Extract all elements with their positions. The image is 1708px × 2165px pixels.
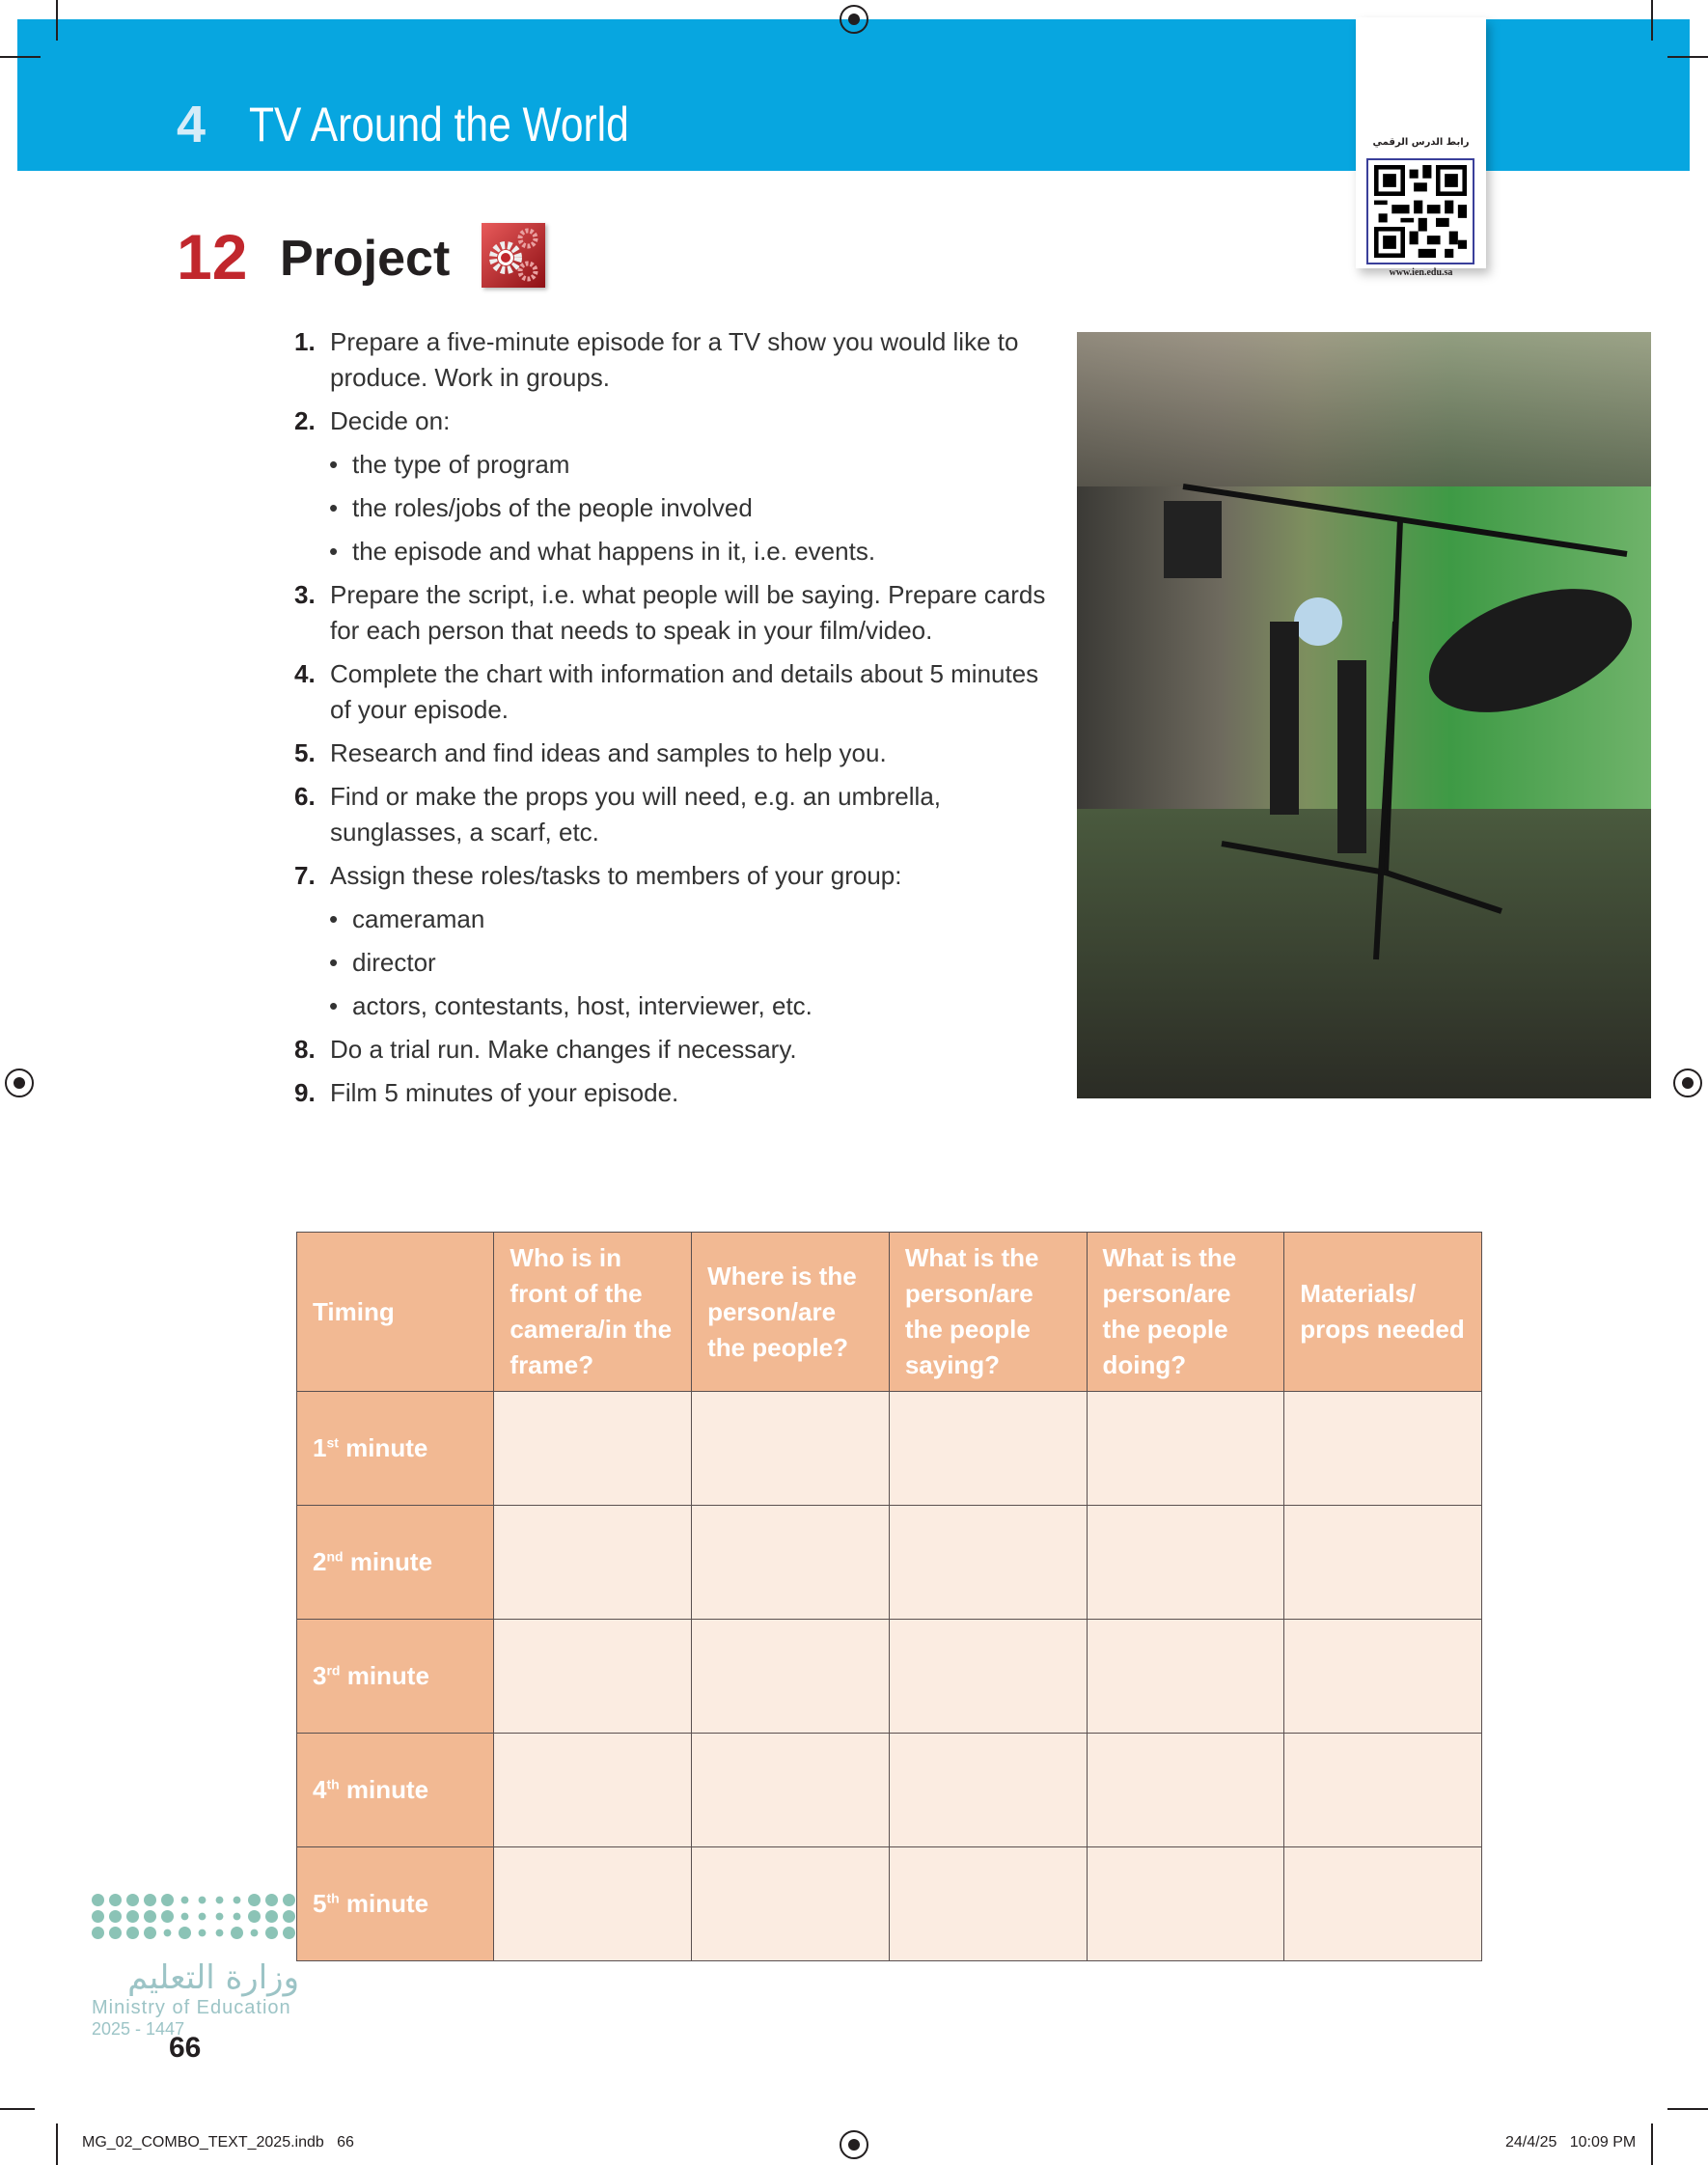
- registration-mark-icon: [1673, 1069, 1702, 1097]
- logo-dot: [234, 1897, 241, 1904]
- item-text: Do a trial run. Make changes if necessary.: [330, 1035, 797, 1064]
- item-number: 8.: [294, 1035, 316, 1064]
- timing-cell: 4th minute: [297, 1734, 494, 1847]
- item-text: Decide on:: [330, 406, 451, 435]
- logo-dot: [126, 1927, 139, 1939]
- blank-cell[interactable]: [692, 1620, 890, 1734]
- logo-dot: [251, 1929, 259, 1937]
- blank-cell[interactable]: [1087, 1620, 1284, 1734]
- table-row: [297, 1847, 1482, 1961]
- timing-cell: 1st minute: [297, 1392, 494, 1506]
- logo-dot: [216, 1929, 224, 1937]
- item-text: Complete the chart with information and details about 5 minutes of your episode.: [330, 659, 1039, 724]
- registration-mark-icon: [5, 1069, 34, 1097]
- table-row: [297, 1734, 1482, 1847]
- blank-cell[interactable]: [889, 1734, 1087, 1847]
- instructions-list: [294, 324, 1057, 1119]
- blank-cell[interactable]: [692, 1734, 890, 1847]
- column-header: Materials/ props needed: [1284, 1233, 1482, 1392]
- instruction-item: [294, 403, 1057, 439]
- blank-cell[interactable]: [1284, 1392, 1482, 1506]
- logo-dot: [92, 1894, 104, 1906]
- ministry-year: 2025 - 1447: [92, 2019, 185, 2039]
- blank-cell[interactable]: [494, 1734, 692, 1847]
- crop-mark: [1651, 2123, 1653, 2165]
- logo-dot: [164, 1929, 172, 1937]
- item-number: 9.: [294, 1078, 316, 1107]
- qr-label: رابط الدرس الرقمي: [1372, 137, 1470, 148]
- item-text: Prepare a five-minute episode for a TV show you would like to produce. Work in groups.: [330, 327, 1019, 392]
- sub-item: • director: [294, 945, 1057, 981]
- crop-mark: [0, 56, 41, 58]
- column-header: Who is in front of the camera/in the frame?: [494, 1233, 692, 1392]
- timing-cell: 3rd minute: [297, 1620, 494, 1734]
- item-text: Research and find ideas and samples to help you.: [330, 738, 887, 767]
- blank-cell[interactable]: [692, 1506, 890, 1620]
- blank-cell[interactable]: [889, 1506, 1087, 1620]
- logo-dot: [265, 1927, 278, 1939]
- sub-item: • actors, contestants, host, interviewer, etc.: [294, 988, 1057, 1024]
- ministry-name-ar: وزارة التعليم: [127, 1958, 299, 1997]
- lesson-title: Project: [280, 231, 451, 287]
- blank-cell[interactable]: [494, 1847, 692, 1961]
- blank-cell[interactable]: [494, 1392, 692, 1506]
- logo-dot: [109, 1910, 122, 1923]
- crop-mark: [56, 2123, 58, 2165]
- blank-cell[interactable]: [889, 1847, 1087, 1961]
- logo-dot: [181, 1897, 189, 1904]
- column-header: What is the person/are the people saying?: [889, 1233, 1087, 1392]
- episode-chart: [296, 1232, 1482, 1961]
- blank-cell[interactable]: [494, 1506, 692, 1620]
- timing-cell: 5th minute: [297, 1847, 494, 1961]
- column-header: Timing: [297, 1233, 494, 1392]
- blank-cell[interactable]: [1087, 1506, 1284, 1620]
- instruction-item: [294, 858, 1057, 894]
- logo-dot: [126, 1894, 139, 1906]
- logo-dot: [92, 1927, 104, 1939]
- table-row: [297, 1506, 1482, 1620]
- logo-dot: [283, 1910, 295, 1923]
- page-number: 66: [169, 2032, 202, 2064]
- crop-mark: [1667, 56, 1708, 58]
- item-number: 2.: [294, 406, 316, 435]
- item-number: 5.: [294, 738, 316, 767]
- ministry-name-en: Ministry of Education: [92, 1997, 291, 2018]
- table-row: [297, 1392, 1482, 1506]
- column-header: What is the person/are the people doing?: [1087, 1233, 1284, 1392]
- table-row: [297, 1620, 1482, 1734]
- gears-icon: [482, 223, 545, 288]
- logo-dot: [248, 1894, 261, 1906]
- instruction-item: [294, 736, 1057, 771]
- instruction-item: [294, 1075, 1057, 1111]
- blank-cell[interactable]: [494, 1620, 692, 1734]
- crop-mark: [1667, 2108, 1708, 2110]
- instruction-item: [294, 779, 1057, 850]
- logo-dot: [109, 1894, 122, 1906]
- item-number: 4.: [294, 659, 316, 688]
- registration-mark-icon: [840, 5, 868, 34]
- blank-cell[interactable]: [1284, 1734, 1482, 1847]
- logo-dot: [109, 1927, 122, 1939]
- blank-cell[interactable]: [1087, 1847, 1284, 1961]
- crop-mark: [0, 2108, 35, 2110]
- blank-cell[interactable]: [889, 1392, 1087, 1506]
- slug-file: MG_02_COMBO_TEXT_2025.indb 66: [82, 2134, 354, 2151]
- qr-url: www.ien.edu.sa: [1389, 267, 1453, 278]
- logo-dot: [265, 1894, 278, 1906]
- logo-dot: [144, 1927, 156, 1939]
- logo-dot: [92, 1910, 104, 1923]
- sub-item: • cameraman: [294, 902, 1057, 937]
- instruction-item: [294, 324, 1057, 396]
- lesson-number: 12: [177, 221, 248, 292]
- crop-mark: [56, 0, 58, 41]
- logo-dot: [179, 1927, 191, 1939]
- logo-dot: [265, 1910, 278, 1923]
- blank-cell[interactable]: [1087, 1734, 1284, 1847]
- column-header: Where is the person/are the people?: [692, 1233, 890, 1392]
- logo-dot: [231, 1927, 243, 1939]
- blank-cell[interactable]: [692, 1392, 890, 1506]
- logo-dot: [144, 1910, 156, 1923]
- crop-mark: [1651, 0, 1653, 41]
- item-text: Find or make the props you will need, e.g. an umbrella, sunglasses, a scarf, etc.: [330, 782, 942, 847]
- slug-date: 24/4/25 10:09 PM: [1505, 2134, 1637, 2151]
- blank-cell[interactable]: [1284, 1620, 1482, 1734]
- logo-dot: [199, 1913, 207, 1921]
- logo-dot: [199, 1897, 207, 1904]
- blank-cell[interactable]: [1284, 1506, 1482, 1620]
- item-text: Film 5 minutes of your episode.: [330, 1078, 679, 1107]
- unit-title: TV Around the World: [249, 97, 629, 152]
- item-number: 7.: [294, 861, 316, 890]
- sub-item: • the roles/jobs of the people involved: [294, 490, 1057, 526]
- logo-dot: [199, 1929, 207, 1937]
- instruction-item: [294, 577, 1057, 649]
- item-text: Assign these roles/tasks to members of your group:: [330, 861, 902, 890]
- logo-dot: [248, 1910, 261, 1923]
- qr-card[interactable]: [1356, 17, 1486, 278]
- instruction-item: [294, 656, 1057, 728]
- logo-dot: [216, 1897, 224, 1904]
- logo-dot: [283, 1894, 295, 1906]
- item-number: 1.: [294, 327, 316, 356]
- blank-cell[interactable]: [1087, 1392, 1284, 1506]
- logo-dot: [234, 1913, 241, 1921]
- blank-cell[interactable]: [1284, 1847, 1482, 1961]
- logo-dot: [161, 1894, 174, 1906]
- qr-code-icon[interactable]: [1366, 158, 1474, 264]
- timing-cell: 2nd minute: [297, 1506, 494, 1620]
- blank-cell[interactable]: [889, 1620, 1087, 1734]
- item-text: Prepare the script, i.e. what people will be saying. Prepare cards for each person that needs to speak in your film/video.: [330, 580, 1046, 645]
- sub-item: • the type of program: [294, 447, 1057, 483]
- item-number: 6.: [294, 782, 316, 811]
- logo-dot: [144, 1894, 156, 1906]
- blank-cell[interactable]: [692, 1847, 890, 1961]
- registration-mark-icon: [840, 2130, 868, 2159]
- instruction-item: [294, 1032, 1057, 1068]
- tv-studio-photo: [1077, 332, 1651, 1098]
- unit-number: 4: [177, 96, 207, 153]
- logo-dot: [216, 1913, 224, 1921]
- logo-dot: [283, 1927, 295, 1939]
- logo-dot: [126, 1910, 139, 1923]
- logo-dot: [161, 1910, 174, 1923]
- item-number: 3.: [294, 580, 316, 609]
- logo-dot: [181, 1913, 189, 1921]
- ministry-logo: [92, 1894, 304, 2040]
- sub-item: • the episode and what happens in it, i.e. events.: [294, 534, 1057, 569]
